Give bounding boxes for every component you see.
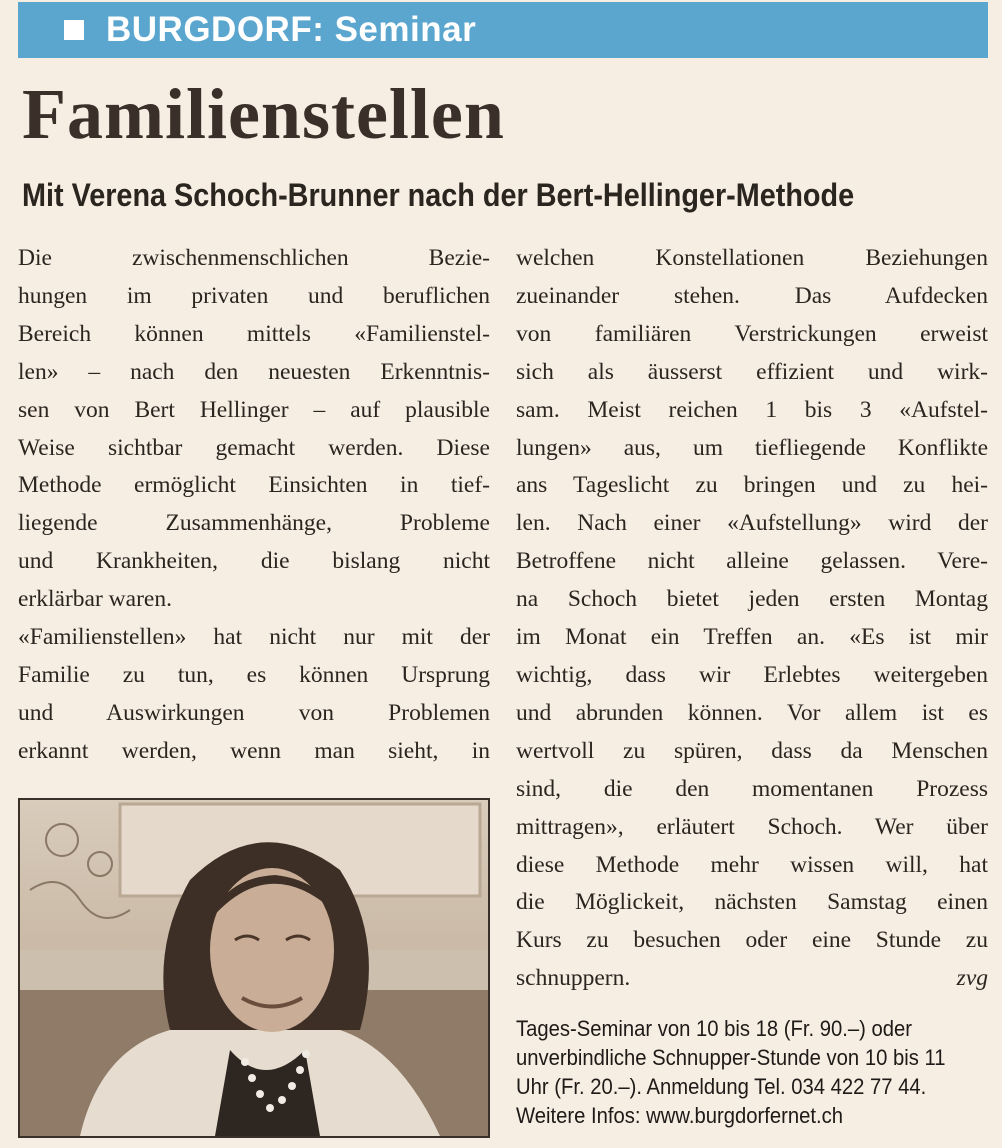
text-line: Weise sichtbar gemacht werden. Diese [18, 434, 490, 461]
text-line-last [516, 960, 988, 998]
text-line: Bereich können mittels «Familienstel- [18, 320, 490, 347]
square-bullet-icon [64, 20, 84, 40]
text-line: wertvoll zu spüren, dass da Menschen [516, 737, 988, 764]
info-line: Weitere Infos: www.burgdorfernet.ch [516, 1103, 844, 1128]
text-line: liegende Zusammenhänge, Probleme [18, 510, 490, 537]
text-line: wichtig, dass wir Erlebtes weitergeben [516, 661, 988, 688]
info-line: Tages-Seminar von 10 bis 18 (Fr. 90.–) oder [516, 1016, 913, 1041]
text-line: und Krankheiten, die bislang nicht [18, 548, 490, 575]
text-line: Betroffene nicht alleine gelassen. Vere- [516, 548, 988, 575]
text-line: lungen» aus, um tiefliegende Konflikte [516, 434, 988, 461]
text-line: Familie zu tun, es können Ursprung [18, 661, 490, 688]
text-line: zueinander stehen. Das Aufdecken [516, 282, 988, 309]
text-line: erklärbar waren. [18, 586, 172, 613]
text-line: und Auswirkungen von Problemen [18, 699, 490, 726]
text-line: die Möglickeit, nächsten Samstag einen [516, 889, 988, 916]
text-line: mittragen», erläutert Schoch. Wer über [516, 813, 988, 840]
article-column-2 [516, 240, 988, 998]
text-line: ans Tageslicht zu bringen und zu hei- [516, 472, 988, 499]
text-line: diese Methode mehr wissen will, hat [516, 851, 988, 878]
text-line: «Familienstellen» hat nicht nur mit der [18, 624, 490, 651]
text-line: Kurs zu besuchen oder eine Stunde zu [516, 927, 988, 954]
text-line: sen von Bert Hellinger – auf plausible [18, 396, 490, 423]
text-line: und abrunden können. Vor allem ist es [516, 699, 988, 726]
text-line: hungen im privaten und beruflichen [18, 282, 490, 309]
info-line: Uhr (Fr. 20.–). Anmeldung Tel. 034 422 77 44. [516, 1074, 927, 1099]
article-column-1 [18, 240, 490, 771]
text-line: Methode ermöglicht Einsichten in tief- [18, 472, 490, 499]
text-line: sam. Meist reichen 1 bis 3 «Aufstel- [516, 396, 988, 423]
portrait-illustration [20, 800, 488, 1136]
text-line: Die zwischenmenschlichen Bezie- [18, 245, 490, 271]
text-fragment: schnuppern. [516, 965, 631, 992]
author-signature: zvg [956, 965, 988, 992]
info-line: unverbindliche Schnupper-Stunde von 10 bis 11 [516, 1045, 946, 1070]
text-line: im Monat ein Treffen an. «Es ist mir [516, 624, 988, 651]
subheadline: Mit Verena Schoch-Brunner nach der Bert-Hellinger-Methode [22, 177, 855, 213]
text-line: sich als äusserst effizient und wirk- [516, 358, 988, 385]
rubric-bar [18, 2, 988, 58]
text-line: welchen Konstellationen Beziehungen [516, 245, 988, 271]
text-line: na Schoch bietet jeden ersten Montag [516, 586, 988, 613]
text-line: len. Nach einer «Aufstellung» wird der [516, 510, 988, 537]
info-box [516, 1014, 988, 1130]
rubric-label: BURGDORF: Seminar [106, 10, 477, 49]
text-line: erkannt werden, wenn man sieht, in [18, 737, 490, 764]
text-line: von familiären Verstrickungen erweist [516, 320, 988, 347]
text-line: len» – nach den neuesten Erkenntnis- [18, 358, 490, 385]
headline: Familienstellen [22, 74, 505, 154]
portrait-photo [18, 798, 490, 1138]
text-line: sind, die den momentanen Prozess [516, 775, 988, 802]
